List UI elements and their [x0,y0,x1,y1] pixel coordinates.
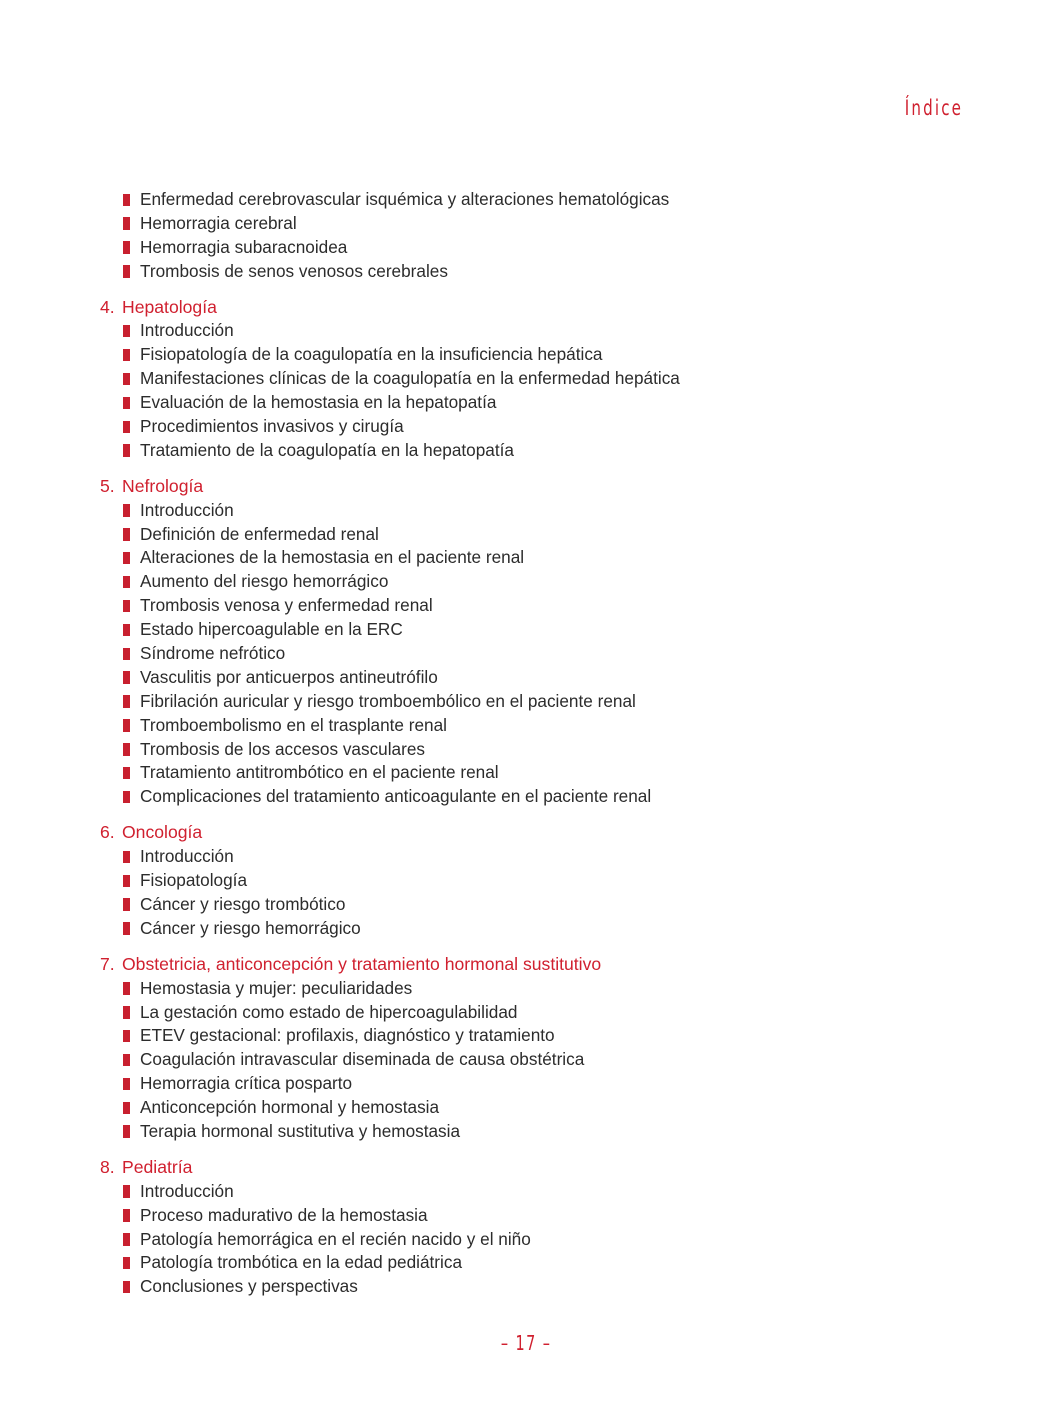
square-bullet-icon [123,349,130,362]
toc-entry [100,499,960,523]
square-bullet-icon [123,1209,130,1222]
toc-entry [100,188,960,212]
toc-entry [100,343,960,367]
toc-entry-label: Fisiopatología de la coagulopatía en la insuficiencia hepática [140,344,603,365]
section-title: Pediatría [122,1156,193,1177]
toc-entry-label: Enfermedad cerebrovascular isquémica y alteraciones hematológicas [140,189,670,209]
toc-entry [100,260,960,284]
toc-entry-label: Introducción [140,1180,234,1201]
square-bullet-icon [123,1233,130,1246]
toc-entry-label: Introducción [140,846,234,867]
page-number [0,1331,1053,1355]
toc-entry-label: La gestación como estado de hipercoagulabilidad [140,1001,518,1022]
square-bullet-icon [123,325,130,338]
square-bullet-icon [123,648,130,661]
toc-section [100,1156,960,1299]
square-bullet-icon [123,504,130,517]
toc-entry-label: Conclusiones y perspectivas [140,1276,358,1297]
square-bullet-icon [123,671,130,684]
toc-entry [100,738,960,762]
toc-section [100,475,960,809]
toc-entry [100,1251,960,1275]
toc-entry-label: Cáncer y riesgo trombótico [140,893,346,914]
toc-entry [100,690,960,714]
square-bullet-icon [123,373,130,386]
toc-entry [100,1120,960,1144]
square-bullet-icon [123,982,130,995]
square-bullet-icon [123,528,130,541]
toc-entry [100,618,960,642]
toc-entry [100,761,960,785]
toc-entry [100,212,960,236]
toc-entry-label: Fisiopatología [140,870,248,891]
square-bullet-icon [123,552,130,565]
square-bullet-icon [123,875,130,888]
square-bullet-icon [123,1054,130,1067]
toc-entry-label: Trombosis de los accesos vasculares [140,738,425,759]
toc-entry [100,666,960,690]
toc-entry-label: Procedimientos invasivos y cirugía [140,416,404,437]
section-number: 6. [100,822,115,843]
section-title: Hepatología [122,296,217,317]
square-bullet-icon [123,898,130,911]
toc-entry-label: Complicaciones del tratamiento anticoagulante en el paciente renal [140,786,652,807]
toc-entry-label: Cáncer y riesgo hemorrágico [140,917,361,938]
toc-entry-label: Vasculitis por anticuerpos antineutrófilo [140,666,438,687]
square-bullet-icon [123,1078,130,1091]
section-heading [100,1156,960,1180]
toc-entry-label: Trombosis venosa y enfermedad renal [140,595,433,616]
square-bullet-icon [123,241,130,254]
square-bullet-icon [123,421,130,434]
toc-entry [100,1001,960,1025]
toc-entry [100,439,960,463]
section-heading [100,953,960,977]
square-bullet-icon [123,922,130,935]
toc-entry [100,367,960,391]
square-bullet-icon [123,851,130,864]
toc-entry [100,893,960,917]
toc-entry-label: Patología trombótica en la edad pediátrica [140,1252,462,1273]
toc-entry [100,869,960,893]
square-bullet-icon [123,624,130,637]
section-heading [100,821,960,845]
toc-section [100,953,960,1144]
square-bullet-icon [123,397,130,410]
toc-entry-label: Introducción [140,320,234,341]
toc-entry [100,1048,960,1072]
square-bullet-icon [123,1185,130,1198]
square-bullet-icon [123,719,130,732]
toc-entry [100,785,960,809]
section-title: Oncología [122,822,203,843]
toc-entry-label: Proceso madurativo de la hemostasia [140,1204,428,1225]
square-bullet-icon [123,743,130,756]
square-bullet-icon [123,767,130,780]
square-bullet-icon [123,265,130,278]
section-heading [100,475,960,499]
toc-entry [100,391,960,415]
toc-entry [100,1204,960,1228]
toc-entry [100,1275,960,1299]
toc-entry-label: Manifestaciones clínicas de la coagulopatía en la enfermedad hepática [140,368,680,389]
toc-entry-label: Evaluación de la hemostasia en la hepatopatía [140,392,497,413]
toc-section [100,821,960,940]
toc-entry-label: Estado hipercoagulable en la ERC [140,619,403,640]
section-number: 7. [100,953,115,974]
square-bullet-icon [123,791,130,804]
square-bullet-icon [123,695,130,708]
toc-entry-label: Hemostasia y mujer: peculiaridades [140,977,413,998]
toc-entry-label: Trombosis de senos venosos cerebrales [140,260,448,281]
toc-entry-label: Hemorragia crítica posparto [140,1073,353,1094]
toc-entry [100,977,960,1001]
toc-entry [100,1228,960,1252]
square-bullet-icon [123,576,130,589]
toc-entry [100,845,960,869]
toc-entry [100,236,960,260]
square-bullet-icon [123,444,130,457]
section-heading [100,296,960,320]
square-bullet-icon [123,1006,130,1019]
square-bullet-icon [123,1257,130,1270]
toc-entry [100,570,960,594]
section-number: 4. [100,296,115,317]
toc-entry-label: Terapia hormonal sustitutiva y hemostasia [140,1120,461,1141]
section-title: Obstetricia, anticoncepción y tratamiento hormonal sustitutivo [122,953,602,974]
toc-entry-label: Fibrilación auricular y riesgo tromboembólico en el paciente renal [140,690,636,711]
square-bullet-icon [123,217,130,230]
section-number: 8. [100,1156,115,1177]
toc-entry [100,917,960,941]
toc-sections [100,296,960,1300]
toc-entry [100,1072,960,1096]
toc-entry [100,1180,960,1204]
toc-entry-label: ETEV gestacional: profilaxis, diagnóstico y tratamiento [140,1025,555,1046]
square-bullet-icon [123,600,130,613]
toc-entry-label: Tratamiento de la coagulopatía en la hepatopatía [140,439,514,460]
page-header-title: Índice [904,96,963,120]
toc-entry-label: Alteraciones de la hemostasia en el paciente renal [140,547,525,568]
square-bullet-icon [123,1281,130,1294]
toc-entry-label: Patología hemorrágica en el recién nacido y el niño [140,1228,531,1249]
square-bullet-icon [123,1102,130,1115]
toc-entry-label: Hemorragia cerebral [140,212,297,233]
table-of-contents [100,188,960,1299]
toc-entry-label: Definición de enfermedad renal [140,523,379,544]
square-bullet-icon [123,1030,130,1043]
page-number-text: – 17 – [501,1331,552,1355]
toc-section [100,296,960,463]
section-number: 5. [100,475,115,496]
section-title: Nefrología [122,475,204,496]
toc-entry-label: Introducción [140,499,234,520]
square-bullet-icon [123,194,130,207]
toc-entry-label: Anticoncepción hormonal y hemostasia [140,1097,440,1118]
square-bullet-icon [123,1125,130,1138]
toc-entry [100,523,960,547]
toc-entry [100,642,960,666]
toc-entry [100,594,960,618]
continued-item-list [100,188,960,284]
toc-entry [100,1096,960,1120]
toc-entry-label: Hemorragia subaracnoidea [140,236,348,257]
toc-entry [100,1024,960,1048]
toc-entry [100,319,960,343]
toc-entry-label: Síndrome nefrótico [140,643,286,664]
toc-entry [100,546,960,570]
toc-entry-label: Aumento del riesgo hemorrágico [140,571,389,592]
toc-entry [100,415,960,439]
toc-entry-label: Tratamiento antitrombótico en el paciente renal [140,762,499,783]
toc-entry [100,714,960,738]
toc-entry-label: Coagulación intravascular diseminada de causa obstétrica [140,1049,585,1070]
toc-entry-label: Tromboembolismo en el trasplante renal [140,714,447,735]
